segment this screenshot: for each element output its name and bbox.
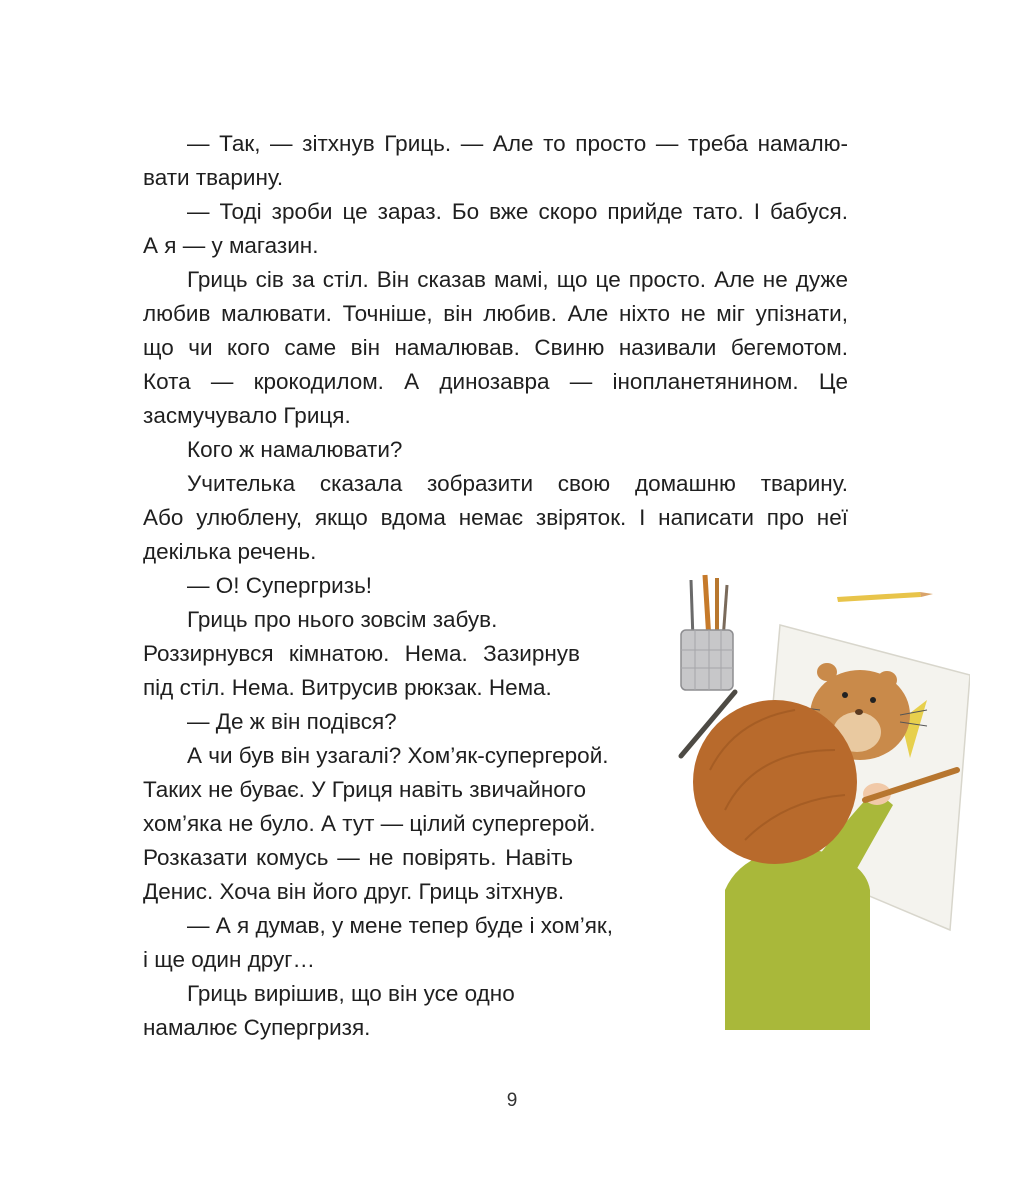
page-number: 9 (506, 1090, 518, 1111)
text-line: Гриць вирішив, що він усе одно (187, 981, 515, 1006)
text-line: Гриць про нього зовсім забув. (187, 607, 498, 632)
text-line: під стіл. Нема. Витрусив рюкзак. Нема. (143, 675, 552, 700)
text-line: Кота — крокодилом. А динозавра — інопланетянином. Це (143, 369, 848, 394)
text-line: Денис. Хоча він його друг. Гриць зітхнув. (143, 879, 565, 904)
text-line: А я — у магазин. (143, 233, 319, 258)
text-line: Або улюблену, якщо вдома немає звіряток. І написати про неї (143, 505, 848, 530)
boy-drawing-hamster-illustration (665, 560, 970, 1030)
text-line: Гриць сів за стіл. Він сказав мамі, що це просто. Але не дуже (187, 267, 848, 292)
text-line: Розказати комусь — не повірять. Навіть (143, 845, 573, 870)
text-line: засмучувало Гриця. (143, 403, 351, 428)
pencil-cup-icon (681, 575, 733, 690)
text-line: — Тоді зроби це зараз. Бо вже скоро прийде тато. І бабуся. (187, 199, 848, 224)
text-line: декілька речень. (143, 539, 317, 564)
text-line: — О! Супергризь! (187, 573, 373, 598)
text-line: вати тварину. (143, 165, 284, 190)
text-line: що чи кого саме він намалював. Свиню називали бегемотом. (143, 335, 848, 360)
pencil-icon (837, 592, 933, 602)
text-line: Роззирнувся кімнатою. Нема. Зазирнув (143, 641, 580, 666)
text-line: намалює Супергризя. (143, 1015, 371, 1040)
text-line: Таких не буває. У Гриця навіть звичайного (143, 777, 587, 802)
text-line: і ще один друг… (143, 947, 316, 972)
text-line: Кого ж намалювати? (187, 437, 403, 462)
text-line: хом’яка не було. А тут — цілий супергерой. (143, 811, 596, 836)
text-line: А чи був він узагалі? Хом’як-супергерой. (187, 743, 609, 768)
text-line: — Так, — зітхнув Гриць. — Але то просто — треба намалю- (187, 131, 848, 156)
boy-head-hair (693, 700, 857, 864)
text-line: — Де ж він подівся? (187, 709, 397, 734)
text-line: — А я думав, у мене тепер буде і хом’як, (187, 913, 614, 938)
text-line: любив малювати. Точніше, він любив. Але ніхто не міг упізнати, (143, 301, 848, 326)
text-line: Учителька сказала зобразити свою домашню тварину. (187, 471, 848, 496)
